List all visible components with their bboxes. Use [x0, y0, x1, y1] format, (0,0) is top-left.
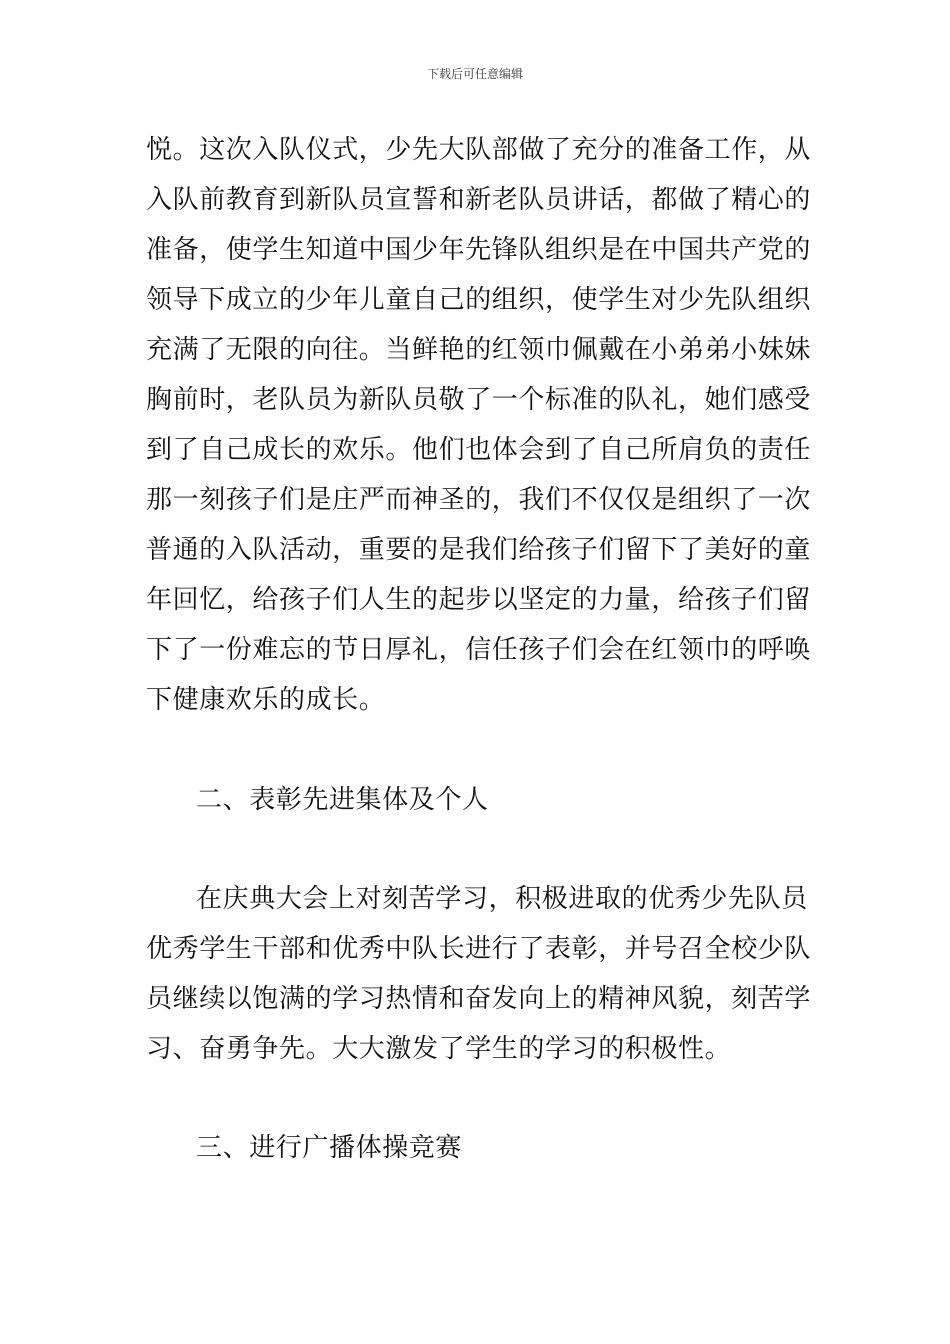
paragraph-line: 那一刻孩子们是庄严而神圣的，我们不仅仅是组织了一次 — [146, 485, 812, 515]
paragraph-line: 领导下成立的少年儿童自己的组织，使学生对少先队组织 — [146, 285, 812, 315]
paragraph-line: 下健康欢乐的成长。 — [146, 685, 386, 715]
paragraph-line: 员继续以饱满的学习热情和奋发向上的精神风貌，刻苦学 — [146, 984, 812, 1014]
paragraph-line: 充满了无限的向往。当鲜艳的红领巾佩戴在小弟弟小妹妹 — [146, 335, 812, 365]
paragraph-line: 在庆典大会上对刻苦学习，积极进取的优秀少先队员 — [196, 884, 808, 914]
paragraph-line: 优秀学生干部和优秀中队长进行了表彰，并号召全校少队 — [146, 934, 812, 964]
paragraph-line: 入队前教育到新队员宣誓和新老队员讲话，都做了精心的 — [146, 185, 812, 215]
paragraph-line: 习、奋勇争先。大大激发了学生的学习的积极性。 — [146, 1034, 732, 1064]
section-heading-3: 三、进行广播体操竞赛 — [196, 1133, 463, 1163]
paragraph-line: 年回忆，给孩子们人生的起步以坚定的力量，给孩子们留 — [146, 585, 812, 615]
paragraph-line: 胸前时，老队员为新队员敬了一个标准的队礼，她们感受 — [146, 385, 812, 415]
paragraph-line: 普通的入队活动，重要的是我们给孩子们留下了美好的童 — [146, 535, 812, 565]
page-header-note: 下载后可任意编辑 — [426, 67, 523, 81]
paragraph-line: 准备，使学生知道中国少年先锋队组织是在中国共产党的 — [146, 235, 812, 265]
paragraph-line: 悦。这次入队仪式，少先大队部做了充分的准备工作，从 — [146, 135, 812, 165]
paragraph-line: 到了自己成长的欢乐。他们也体会到了自己所肩负的责任 — [146, 435, 812, 465]
section-heading-2: 二、表彰先进集体及个人 — [196, 785, 489, 815]
paragraph-line: 下了一份难忘的节日厚礼，信任孩子们会在红领巾的呼唤 — [146, 635, 812, 665]
